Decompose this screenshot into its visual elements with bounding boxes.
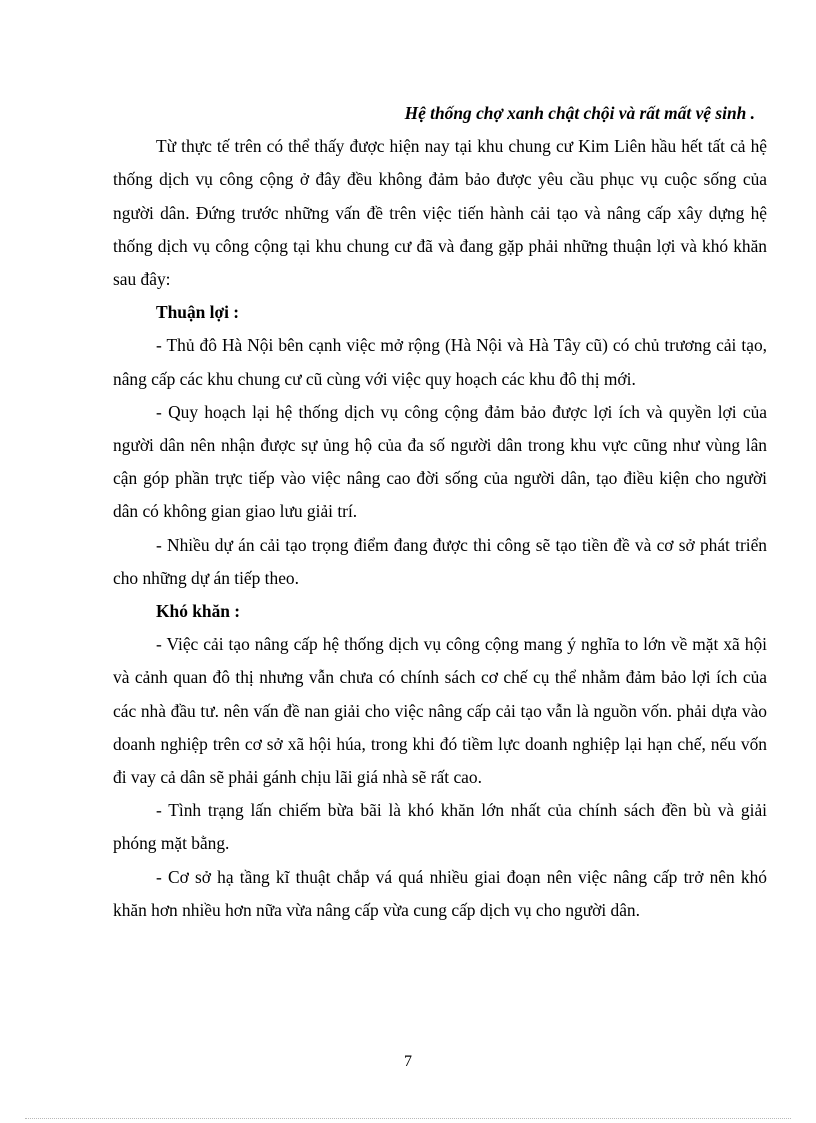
intro-paragraph: Từ thực tế trên có thể thấy được hiện nay tại khu chung cư Kim Liên hầu hết tất cả hệ thống dịch vụ công cộng ở đây đều không đảm bảo được yêu cầu phục vụ cuộc sống của người dân. Đứng trước những vấn đề trên việc tiến hành cải tạo và nâng cấp xây dựng hệ thống dịch vụ công cộng tại khu chung cư đã và đang gặp phải những thuận lợi và khó khăn sau đây: <box>113 136 767 290</box>
page-body <box>113 97 767 927</box>
difficulties-heading: Khó khăn : <box>156 601 241 622</box>
difficulty-item: - Cơ sở hạ tầng kĩ thuật chắp vá quá nhiều giai đoạn nên việc nâng cấp trở nên khó khăn hơn nhiều hơn nữa vừa nâng cấp vừa cung cấp dịch vụ cho người dân. <box>113 866 767 920</box>
footer-divider <box>25 1118 791 1119</box>
image-caption: Hệ thống chợ xanh chật chội và rất mất vệ sinh . <box>404 103 755 123</box>
difficulty-item: - Việc cải tạo nâng cấp hệ thống dịch vụ công cộng mang ý nghĩa to lớn về mặt xã hội và cảnh quan đô thị nhưng vẫn chưa có chính sách cơ chế cụ thể nhằm đảm bảo lợi ích của các nhà đầu tư. nên vấn đề nan giải cho việc nâng cấp cải tạo vẫn là nguồn vốn. phải dựa vào doanh nghiệp trên cơ sở xã hội húa, trong khi đó tiềm lực doanh nghiệp lại hạn chế, nếu vốn đi vay cả dân sẽ phải gánh chịu lãi giá nhà sẽ rất cao. <box>113 634 767 788</box>
advantage-item: - Thủ đô Hà Nội bên cạnh việc mở rộng (Hà Nội và Hà Tây cũ) có chủ trương cải tạo, nâng cấp các khu chung cư cũ cùng với việc quy hoạch các khu đô thị mới. <box>113 335 767 389</box>
advantages-heading: Thuận lợi : <box>156 302 240 323</box>
page-number: 7 <box>404 1053 412 1070</box>
advantage-item: - Nhiều dự án cải tạo trọng điểm đang được thi công sẽ tạo tiền đề và cơ sở phát triển cho những dự án tiếp theo. <box>113 534 767 588</box>
advantage-item: - Quy hoạch lại hệ thống dịch vụ công cộng đảm bảo được lợi ích và quyền lợi của người dân nên nhận được sự ủng hộ của đa số người dân trong khu vực cũng như vùng lân cận góp phần trực tiếp vào việc nâng cao đời sống của người dân, tạo điều kiện cho người dân có không gian giao lưu giải trí. <box>113 401 767 522</box>
difficulty-item: - Tình trạng lấn chiếm bừa bãi là khó khăn lớn nhất của chính sách đền bù và giải phóng mặt bằng. <box>113 800 767 854</box>
